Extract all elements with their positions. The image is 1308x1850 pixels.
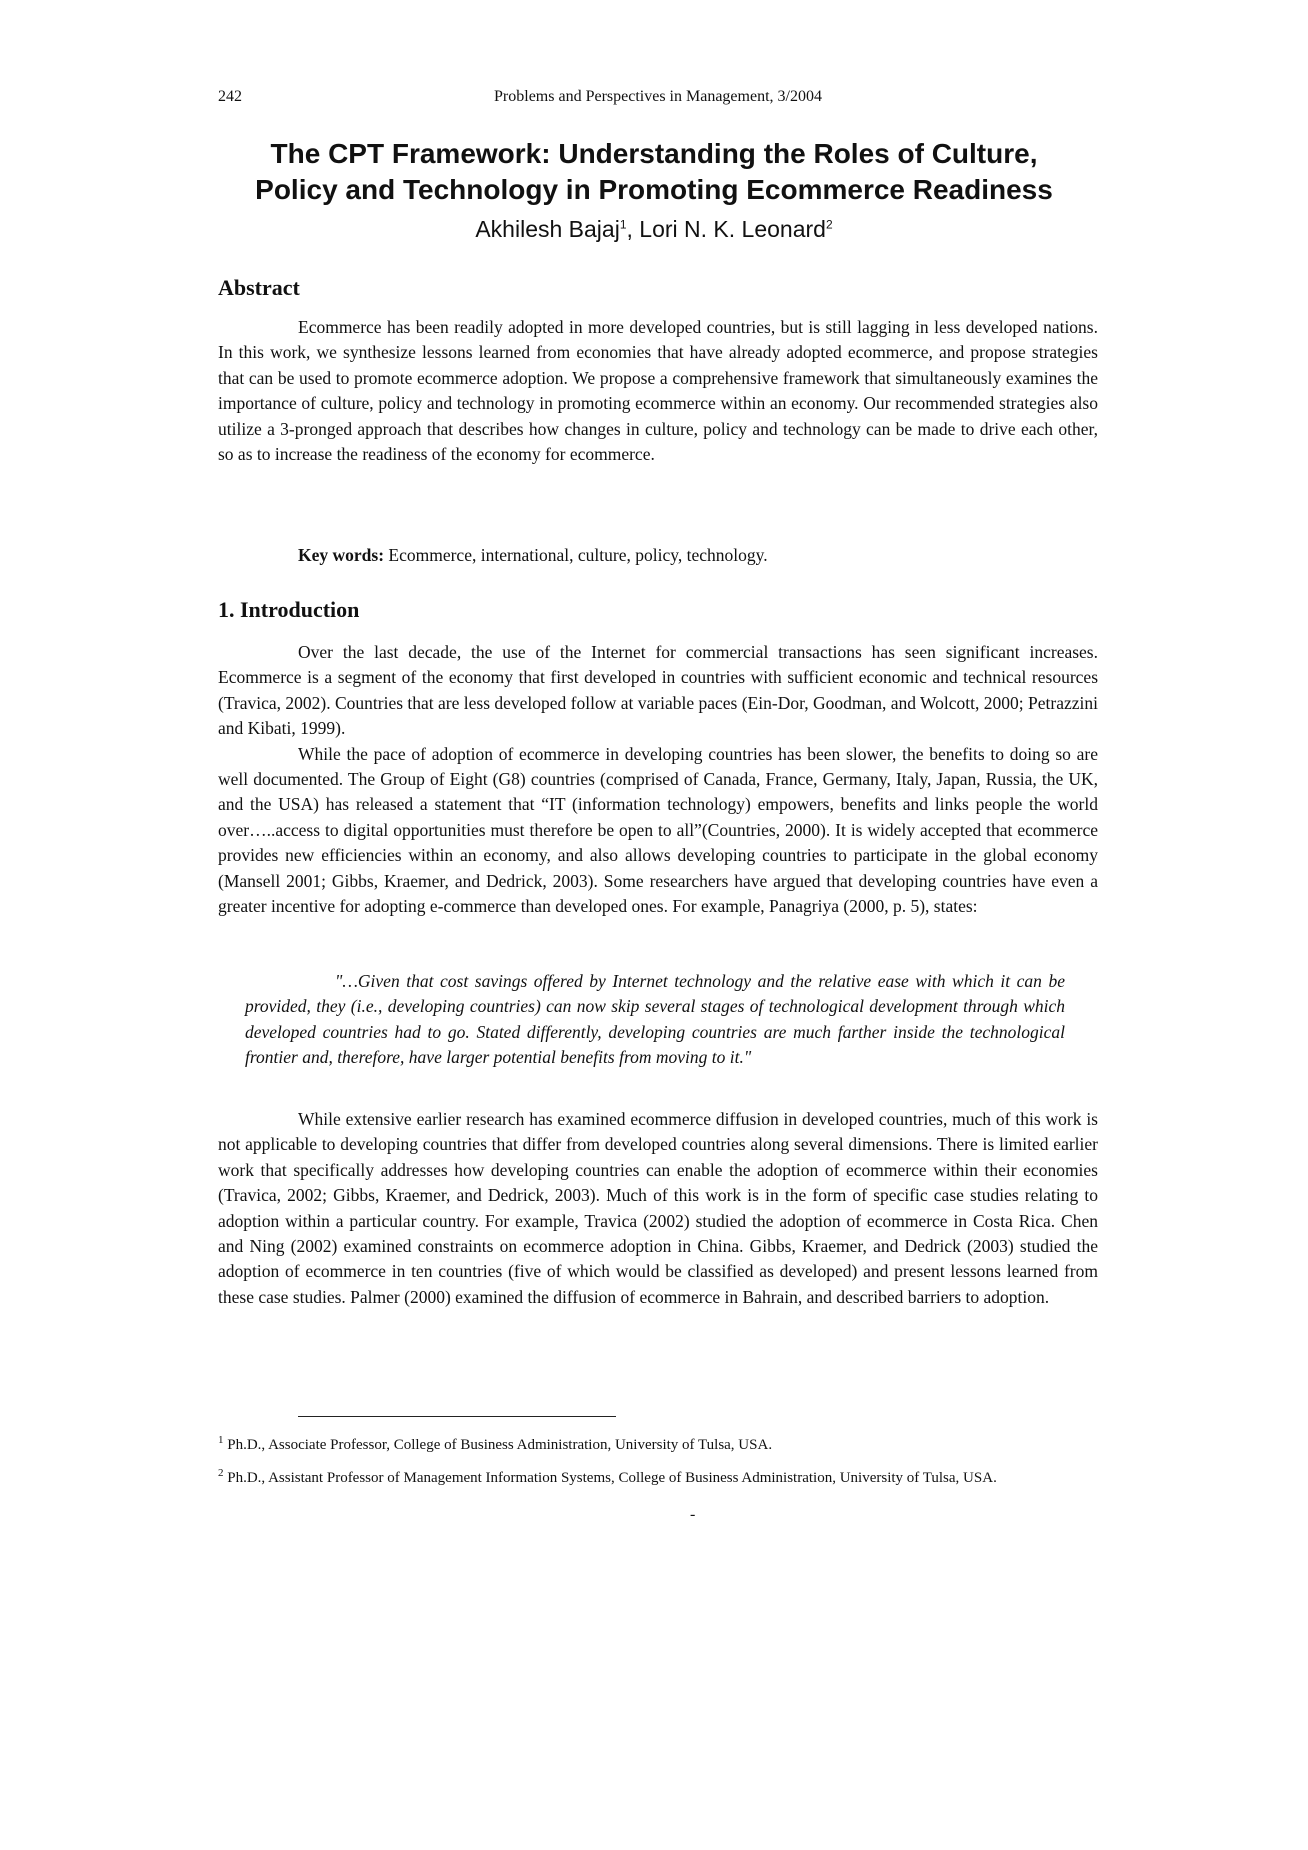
author-name: Akhilesh Bajaj: [475, 216, 620, 242]
body-paragraph: Over the last decade, the use of the Internet for commercial transactions has seen significant increases. Ecommerce is a segment of the economy that first developed in countries with sufficient economic and technical resources (Travica, 2002). Countries that are less developed follow at variable paces (Ein-Dor, Goodman, and Wolcott, 2000; Petrazzini and Kibati, 1999).: [218, 642, 1098, 739]
footnotes: [218, 1428, 1098, 1494]
footnote-divider: [298, 1416, 616, 1417]
introduction-body-continued: [218, 1107, 1098, 1310]
body-paragraph: While extensive earlier research has examined ecommerce diffusion in developed countries, much of this work is not applicable to developing countries that differ from developed countries along several dimensions. There is limited earlier work that specifically addresses how developing countries can enable the adoption of ecommerce within their economies (Travica, 2002; Gibbs, Kraemer, and Dedrick, 2003). Much of this work is in the form of specific case studies relating to adoption within a particular country. For example, Travica (2002) studied the adoption of ecommerce in Costa Rica. Chen and Ning (2002) examined constraints on ecommerce adoption in China. Gibbs, Kraemer, and Dedrick (2003) studied the adoption of ecommerce in ten countries (five of which would be classified as developed) and present lessons learned from these case studies. Palmer (2000) examined the diffusion of ecommerce in Bahrain, and described barriers to adoption.: [218, 1109, 1098, 1307]
keywords-label: Key words:: [298, 545, 385, 565]
title-line-1: The CPT Framework: Understanding the Roles of Culture,: [270, 138, 1038, 169]
footnote: [218, 1461, 1098, 1490]
keywords: [298, 545, 768, 566]
author-affiliation-mark: 2: [825, 217, 833, 232]
body-paragraph: While the pace of adoption of ecommerce in developing countries has been slower, the benefits to doing so are well documented. The Group of Eight (G8) countries (comprised of Canada, France, Germany, Italy, Japan, Russia, the UK, and the USA) has released a statement that “IT (information technology) empowers, benefits and links people the world over…..access to digital opportunities must therefore be open to all”(Countries, 2000). It is widely accepted that ecommerce provides new efficiencies within an economy, and also allows developing countries to participate in the global economy (Mansell 2001; Gibbs, Kraemer, and Dedrick, 2003). Some researchers have argued that developing countries have even a greater incentive for adopting e-commerce than developed ones. For example, Panagriya (2000, p. 5), states:: [218, 743, 1098, 917]
footnote-text: Ph.D., Assistant Professor of Management Information Systems, College of Business Administration, University of Tulsa, USA.: [223, 1470, 997, 1486]
block-quote: "…Given that cost savings offered by Internet technology and the relative ease with which it can be provided, they (i.e., developing countries) can now skip several stages of technological development through which developed countries had to go. Stated differently, developing countries are much farther inside the technological frontier and, therefore, have larger potential benefits from moving to it.": [245, 971, 1065, 1068]
author-list: [150, 216, 1158, 243]
keywords-text: Ecommerce, international, culture, policy, technology.: [384, 545, 768, 565]
abstract-body: [218, 315, 1098, 467]
page-number: 242: [218, 88, 242, 105]
author-affiliation-mark: 1: [619, 217, 627, 232]
journal-name: Problems and Perspectives in Management, 3/2004: [494, 88, 822, 105]
footnote-mark: 1: [218, 1434, 224, 1446]
footnote-mark: 2: [218, 1467, 224, 1479]
author-separator: ,: [626, 216, 640, 242]
abstract-heading: Abstract: [218, 275, 300, 300]
author-name: Lori N. K. Leonard: [639, 216, 826, 242]
stray-mark: -: [690, 1506, 696, 1523]
footnote: [218, 1428, 1098, 1457]
introduction-body: [218, 640, 1098, 919]
introduction-heading: 1. Introduction: [218, 597, 360, 622]
footnote-text: Ph.D., Associate Professor, College of Business Administration, University of Tulsa, USA.: [223, 1437, 773, 1453]
abstract-paragraph: Ecommerce has been readily adopted in more developed countries, but is still lagging in less developed nations. In this work, we synthesize lessons learned from economies that have already adopted ecommerce, and propose strategies that can be used to promote ecommerce adoption. We propose a comprehensive framework that simultaneously examines the importance of culture, policy and technology in promoting ecommerce within an economy. Our recommended strategies also utilize a 3-pronged approach that describes how changes in culture, policy and technology can be made to drive each other, so as to increase the readiness of the economy for ecommerce.: [218, 317, 1098, 465]
paper-title: [150, 136, 1158, 208]
title-line-2: Policy and Technology in Promoting Ecommerce Readiness: [255, 174, 1053, 205]
